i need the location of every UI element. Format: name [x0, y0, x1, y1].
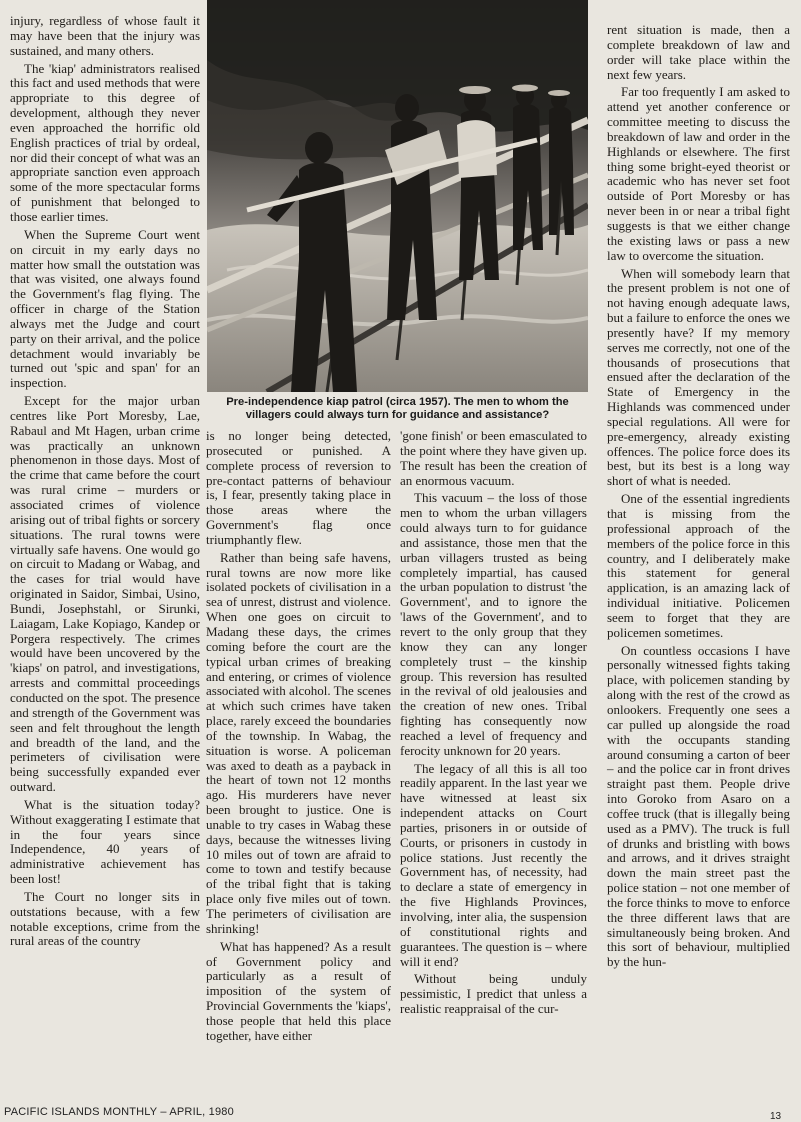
paragraph: When the Supreme Court went on circuit in my early days no matter how small the outstation was that was visited, one always found the Government's flag flying. The officer in charge of the Station always met the Judge and court party on their arrival, and the police detachment would invariably be turned out 'spic and span' for an inspection.: [10, 226, 200, 391]
paragraph: The Court no longer sits in outstations because, with a few notable exceptions, crime from the rural areas of the country: [10, 888, 200, 949]
paragraph: The 'kiap' administrators realised this fact and used methods that were appropriate to this degree of development, although they never even approached the horrific old English practices of trial by ordeal, nor did their concept of what was an appropriate sanction even approach some of the more spectacular forms of punishment that belonged to those earlier times.: [10, 60, 200, 224]
paragraph: On countless occasions I have personally witnessed fights taking place, with policemen standing by along with the rest of the crowd as onlookers. Frequently one sees a car pulled up alongside the road with the occupants standing around consuming a carton of beer – and the police car in front drives straight past them. People drive into Goroko from Asaro on a coffee truck (that is illegally being used as a PMV). The truck is full of drunks and bristling with bows and arrows, and it drives straight down the main street past the police station – not one member of the force thinks to move to enforce the three different laws that are simultaneously being broken. And this sort of behaviour, multiplied by the hun-: [607, 642, 790, 970]
paragraph: Far too frequently I am asked to attend yet another conference or committee meeting to discuss the breakdown of law and order in the Highlands or elsewhere. The first thing some bright-eyed theorist or academic who has never set foot outside of Port Moresby or has never been in or near a tribal fight suggests is that we either change the existing laws or pass a new law to overcome the situation.: [607, 84, 790, 263]
paragraph: Except for the major urban centres like Port Moresby, Lae, Rabaul and Mt Hagen, urban crime was practically an unknown phenomenon in those days. Most of the crime that came before the court was rural crime – murders or associated crimes of violence arising out of tribal fights or sorcery situations. The rural towns were virtually safe havens. One would go on circuit to Madang or Wabag, and the cases for trial would have originated in Saidor, Simbai, Usino, Bundi, Josephstahl, or Sirunki, Laiagam, Lake Kopiago, Kandep or Porgera respectively. The crimes would have been uncovered by the 'kiaps' on patrol, and investigations, arrests and committal proceedings conducted on the spot. The presence and strength of the Government was seen and felt throughout the length and breadth of the land, and the perimeters of civilisation were being successfully expanded ever outward.: [10, 393, 200, 795]
article-column-1: [10, 14, 200, 949]
paragraph: When will somebody learn that the present problem is not one of not having enough adequate laws, but a failure to enforce the ones we presently have? If my memory serves me correctly, not one of the thousands of prosecutions that ensued after the declaration of the State of Emergency in the Highlands was commenced under special regulations. All were for pre-emergency, already existing offences. The police force does its best, but its best is a long way short of what is needed.: [607, 265, 791, 489]
paragraph: What is the situation today? Without exaggerating I estimate that in the four years since Independence, 40 years of administrative achievement has been lost!: [10, 796, 200, 887]
publication-footer: PACIFIC ISLANDS MONTHLY – APRIL, 1980: [4, 1106, 234, 1118]
paragraph: Rather than being safe havens, rural towns are now more like isolated pockets of civilisation in a sea of unrest, distrust and violence. When one goes on circuit to Madang these days, the crimes coming before the court are the typical urban crimes of breaking and entering, or crimes of violence associated with alcohol. The scenes at which such crimes have taken place, rarely exceed the boundaries of the township. In Wabag, the situation is worse. A policeman was axed to death as a payback in the heart of town not 12 months ago. His murderers have never been brought to justice. One is unable to try cases in Wabag these days, because the witnesses living 10 miles out of town are afraid to come to town and testify because of the tribal fight that is taking place only five miles out of town. The perimeters of civilisation are shrinking!: [206, 549, 391, 936]
paragraph: This vacuum – the loss of those men to whom the urban villagers could always turn to for guidance and assistance, those men that the urban villagers trusted as being completely impartial, has caused the urban population to distrust 'the Government', and to ignore the 'laws of the Government', and to revert to the only group that they know they can any longer completely trust – the kinship group. This reversion has resulted in the revival of old jealousies and the creation of new ones. Tribal fighting has consequently now reached a level of frequency and ferocity unknown for 20 years.: [400, 490, 587, 758]
article-column-2: [206, 429, 391, 1044]
paragraph: One of the essential ingredients that is missing from the professional approach of the members of the police force in this country, and I deliberately make this statement for general application, is an amazing lack of individual initiative. Policemen seem to forget that they are policemen sometimes.: [607, 491, 790, 640]
paragraph: 'gone finish' or been emasculated to the point where they have given up. The result has been the creation of an enormous vacuum.: [400, 428, 587, 488]
photo-caption: Pre-independence kiap patrol (circa 1957). The men to whom the villagers could always turn for guidance and assistance?: [226, 396, 569, 421]
paragraph: The legacy of all this is all too readily apparent. In the last year we have witnessed at least six independent attacks on Court parties, prisoners in or outside of Courts, or prisoners in custody in police stations. Just recently the Government has, of necessity, had to declare a state of emergency in the five Highlands Provinces, involving, inter alia, the suspension of constitutional rights and guarantees. The question is – where will it end?: [400, 760, 587, 969]
paragraph: rent situation is made, then a complete breakdown of law and order will take place within the next few years.: [607, 22, 790, 82]
article-column-4: [607, 23, 790, 970]
paragraph: injury, regardless of whose fault it may have been that the injury was sustained, and many others.: [10, 13, 200, 58]
kiap-patrol-photo: [207, 0, 588, 392]
article-column-3: [400, 429, 587, 1017]
paragraph: What has happened? As a result of Government policy and particularly as a result of imposition of the system of Provincial Governments the 'kiaps', those people that held this place together, have either: [206, 938, 391, 1043]
paragraph: Without being unduly pessimistic, I predict that unless a realistic reappraisal of the cur-: [400, 971, 587, 1017]
patrol-photo-illustration: [207, 0, 588, 392]
paragraph: is no longer being detected, prosecuted or punished. A complete process of reversion to pre-contact patterns of behaviour is, I fear, presently taking place in those areas where the Government's flag once triumphantly flew.: [206, 428, 391, 547]
page-number: 13: [770, 1111, 782, 1122]
